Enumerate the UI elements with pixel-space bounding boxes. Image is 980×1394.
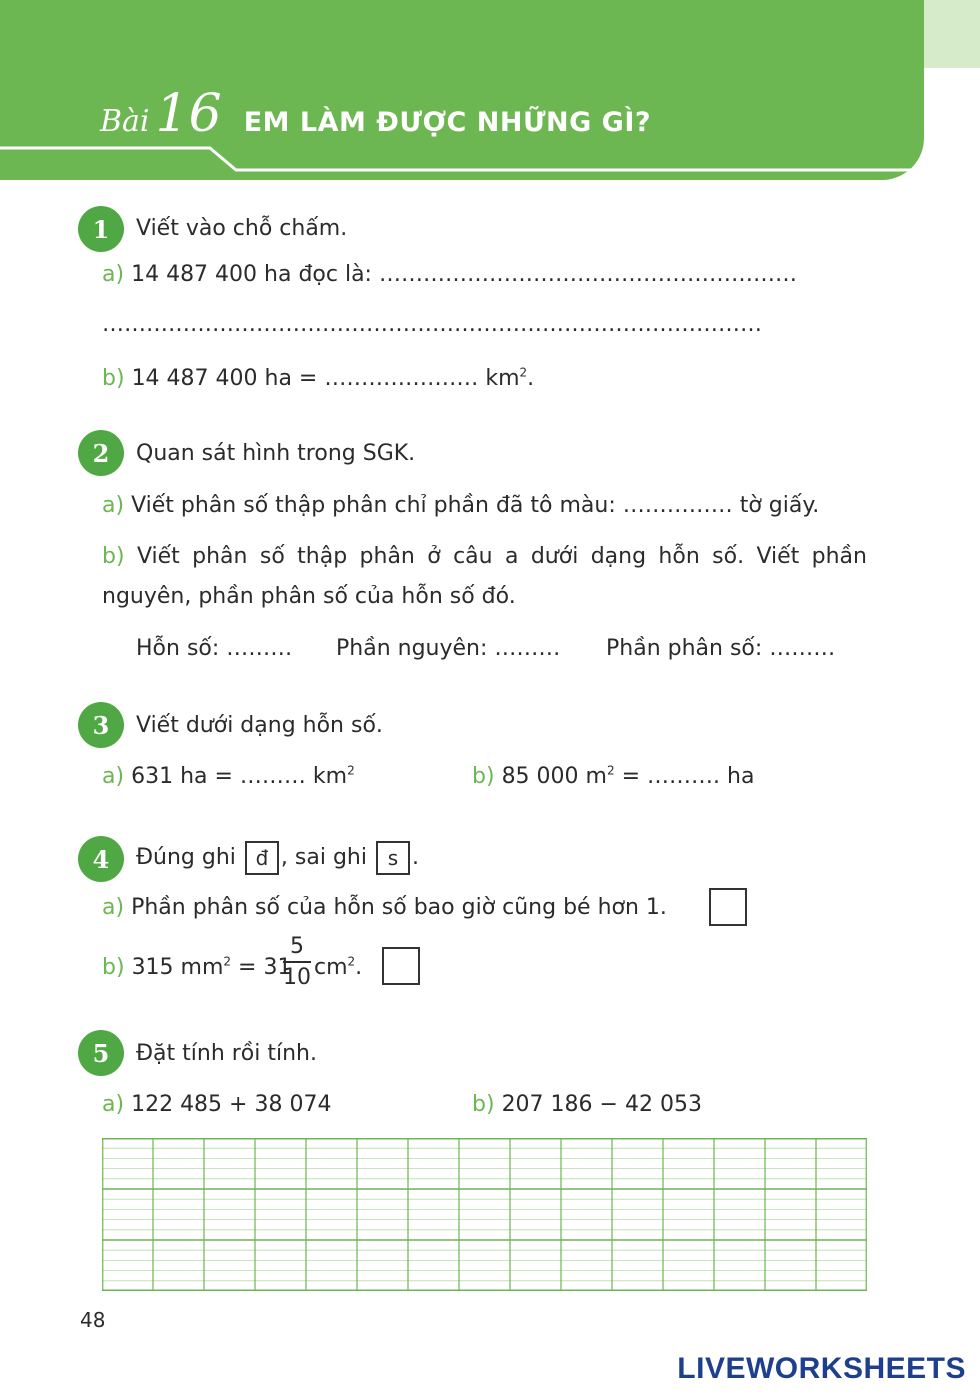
item-label: a) — [102, 895, 125, 920]
exercise-4-number: 4 — [78, 836, 124, 882]
exercise-5-number: 5 — [78, 1030, 124, 1076]
exercise-1b — [102, 364, 534, 394]
exercise-4a-text: Phần phân số của hỗn số bao giờ cũng bé hơn 1. — [131, 895, 667, 920]
exercise-5b — [472, 1090, 702, 1120]
superscript: 2 — [519, 365, 528, 380]
exercise-3a-text[interactable]: 631 ha = ……… km — [131, 764, 348, 789]
header-stripe — [0, 140, 930, 185]
true-mark-box: đ — [245, 841, 279, 875]
exercise-2b-text: Viết phân số thập phân ở câu a dưới dạng hỗn số. Viết phần — [136, 544, 867, 569]
fraction-numerator: 5 — [290, 934, 304, 959]
exercise-1b-text[interactable]: 14 487 400 ha = ………………… km — [131, 366, 520, 391]
whole-part-field[interactable]: Phần nguyên: ……… — [336, 636, 561, 661]
lesson-word: Bài — [100, 104, 150, 139]
exercise-1a-text[interactable]: 14 487 400 ha đọc là: ………………………………………………… — [131, 262, 797, 287]
exercise-2-instruction: Quan sát hình trong SGK. — [136, 441, 416, 466]
exercise-2a-text[interactable]: Viết phân số thập phân chỉ phần đã tô màu: …………… tờ giấy. — [131, 493, 820, 518]
superscript: 2 — [347, 954, 356, 969]
mixed-number-field[interactable]: Hỗn số: ……… — [136, 636, 293, 661]
exercise-3b-text-1: 85 000 m — [501, 764, 607, 789]
brand-logo: LIVEWORKSHEETS — [677, 1352, 966, 1385]
answer-box-4b[interactable] — [382, 947, 420, 985]
exercise-1-instruction: Viết vào chỗ chấm. — [136, 216, 348, 241]
superscript: 2 — [347, 763, 355, 778]
exercise-2a — [102, 491, 819, 521]
exercise-3-instruction: Viết dưới dạng hỗn số. — [136, 713, 383, 738]
page-number: 48 — [80, 1308, 106, 1332]
false-mark-box: s — [376, 841, 410, 875]
item-label: a) — [102, 262, 125, 287]
lesson-title: EM LÀM ĐƯỢC NHỮNG GÌ? — [243, 107, 652, 138]
calculation-grid[interactable] — [102, 1138, 867, 1291]
answer-box-4a[interactable] — [709, 888, 747, 926]
exercise-2b-line2: nguyên, phần phân số của hỗn số đó. — [102, 584, 516, 609]
instruction-text: Đúng ghi — [136, 845, 236, 870]
exercise-1-number: 1 — [78, 206, 124, 252]
lesson-number: 16 — [155, 84, 222, 144]
fraction — [283, 934, 311, 990]
instruction-text: . — [411, 845, 419, 870]
item-label: a) — [102, 1092, 125, 1117]
lesson-header — [100, 84, 651, 144]
exercise-3a — [102, 762, 355, 792]
exercise-4b-text-3: cm — [314, 955, 348, 980]
superscript: 2 — [606, 763, 615, 778]
exercise-2b — [102, 542, 867, 572]
exercise-4b-text-1: 315 mm — [131, 955, 224, 980]
exercise-5-instruction: Đặt tính rồi tính. — [136, 1041, 317, 1066]
exercise-1a-answer-line[interactable]: ……………………………………………………………………………… — [102, 312, 762, 337]
item-label: b) — [102, 366, 125, 391]
exercise-4a — [102, 893, 667, 923]
fraction-denominator: 10 — [283, 965, 311, 990]
exercise-4b-unit — [314, 953, 362, 983]
instruction-text: , sai ghi — [280, 845, 367, 870]
punctuation: . — [527, 366, 535, 391]
exercise-5b-text: 207 186 − 42 053 — [501, 1092, 702, 1117]
item-label: b) — [102, 955, 125, 980]
exercise-1a — [102, 260, 797, 290]
superscript: 2 — [223, 954, 232, 969]
exercise-4b-text-2: = 31 — [231, 955, 292, 980]
fraction-part-field[interactable]: Phần phân số: ……… — [606, 636, 836, 661]
exercise-2-number: 2 — [78, 430, 124, 476]
item-label: b) — [472, 1092, 495, 1117]
item-label: a) — [102, 764, 125, 789]
exercise-3b-text-2[interactable]: = ………. ha — [614, 764, 755, 789]
punctuation: . — [355, 955, 363, 980]
exercise-5a-text: 122 485 + 38 074 — [131, 1092, 332, 1117]
exercise-4b — [102, 953, 291, 983]
fraction-bar — [283, 961, 311, 963]
item-label: a) — [102, 493, 125, 518]
exercise-3b — [472, 762, 754, 792]
item-label: b) — [472, 764, 495, 789]
exercise-4-instruction — [136, 841, 419, 875]
exercise-5a — [102, 1090, 331, 1120]
item-label: b) — [102, 544, 125, 569]
exercise-3-number: 3 — [78, 702, 124, 748]
